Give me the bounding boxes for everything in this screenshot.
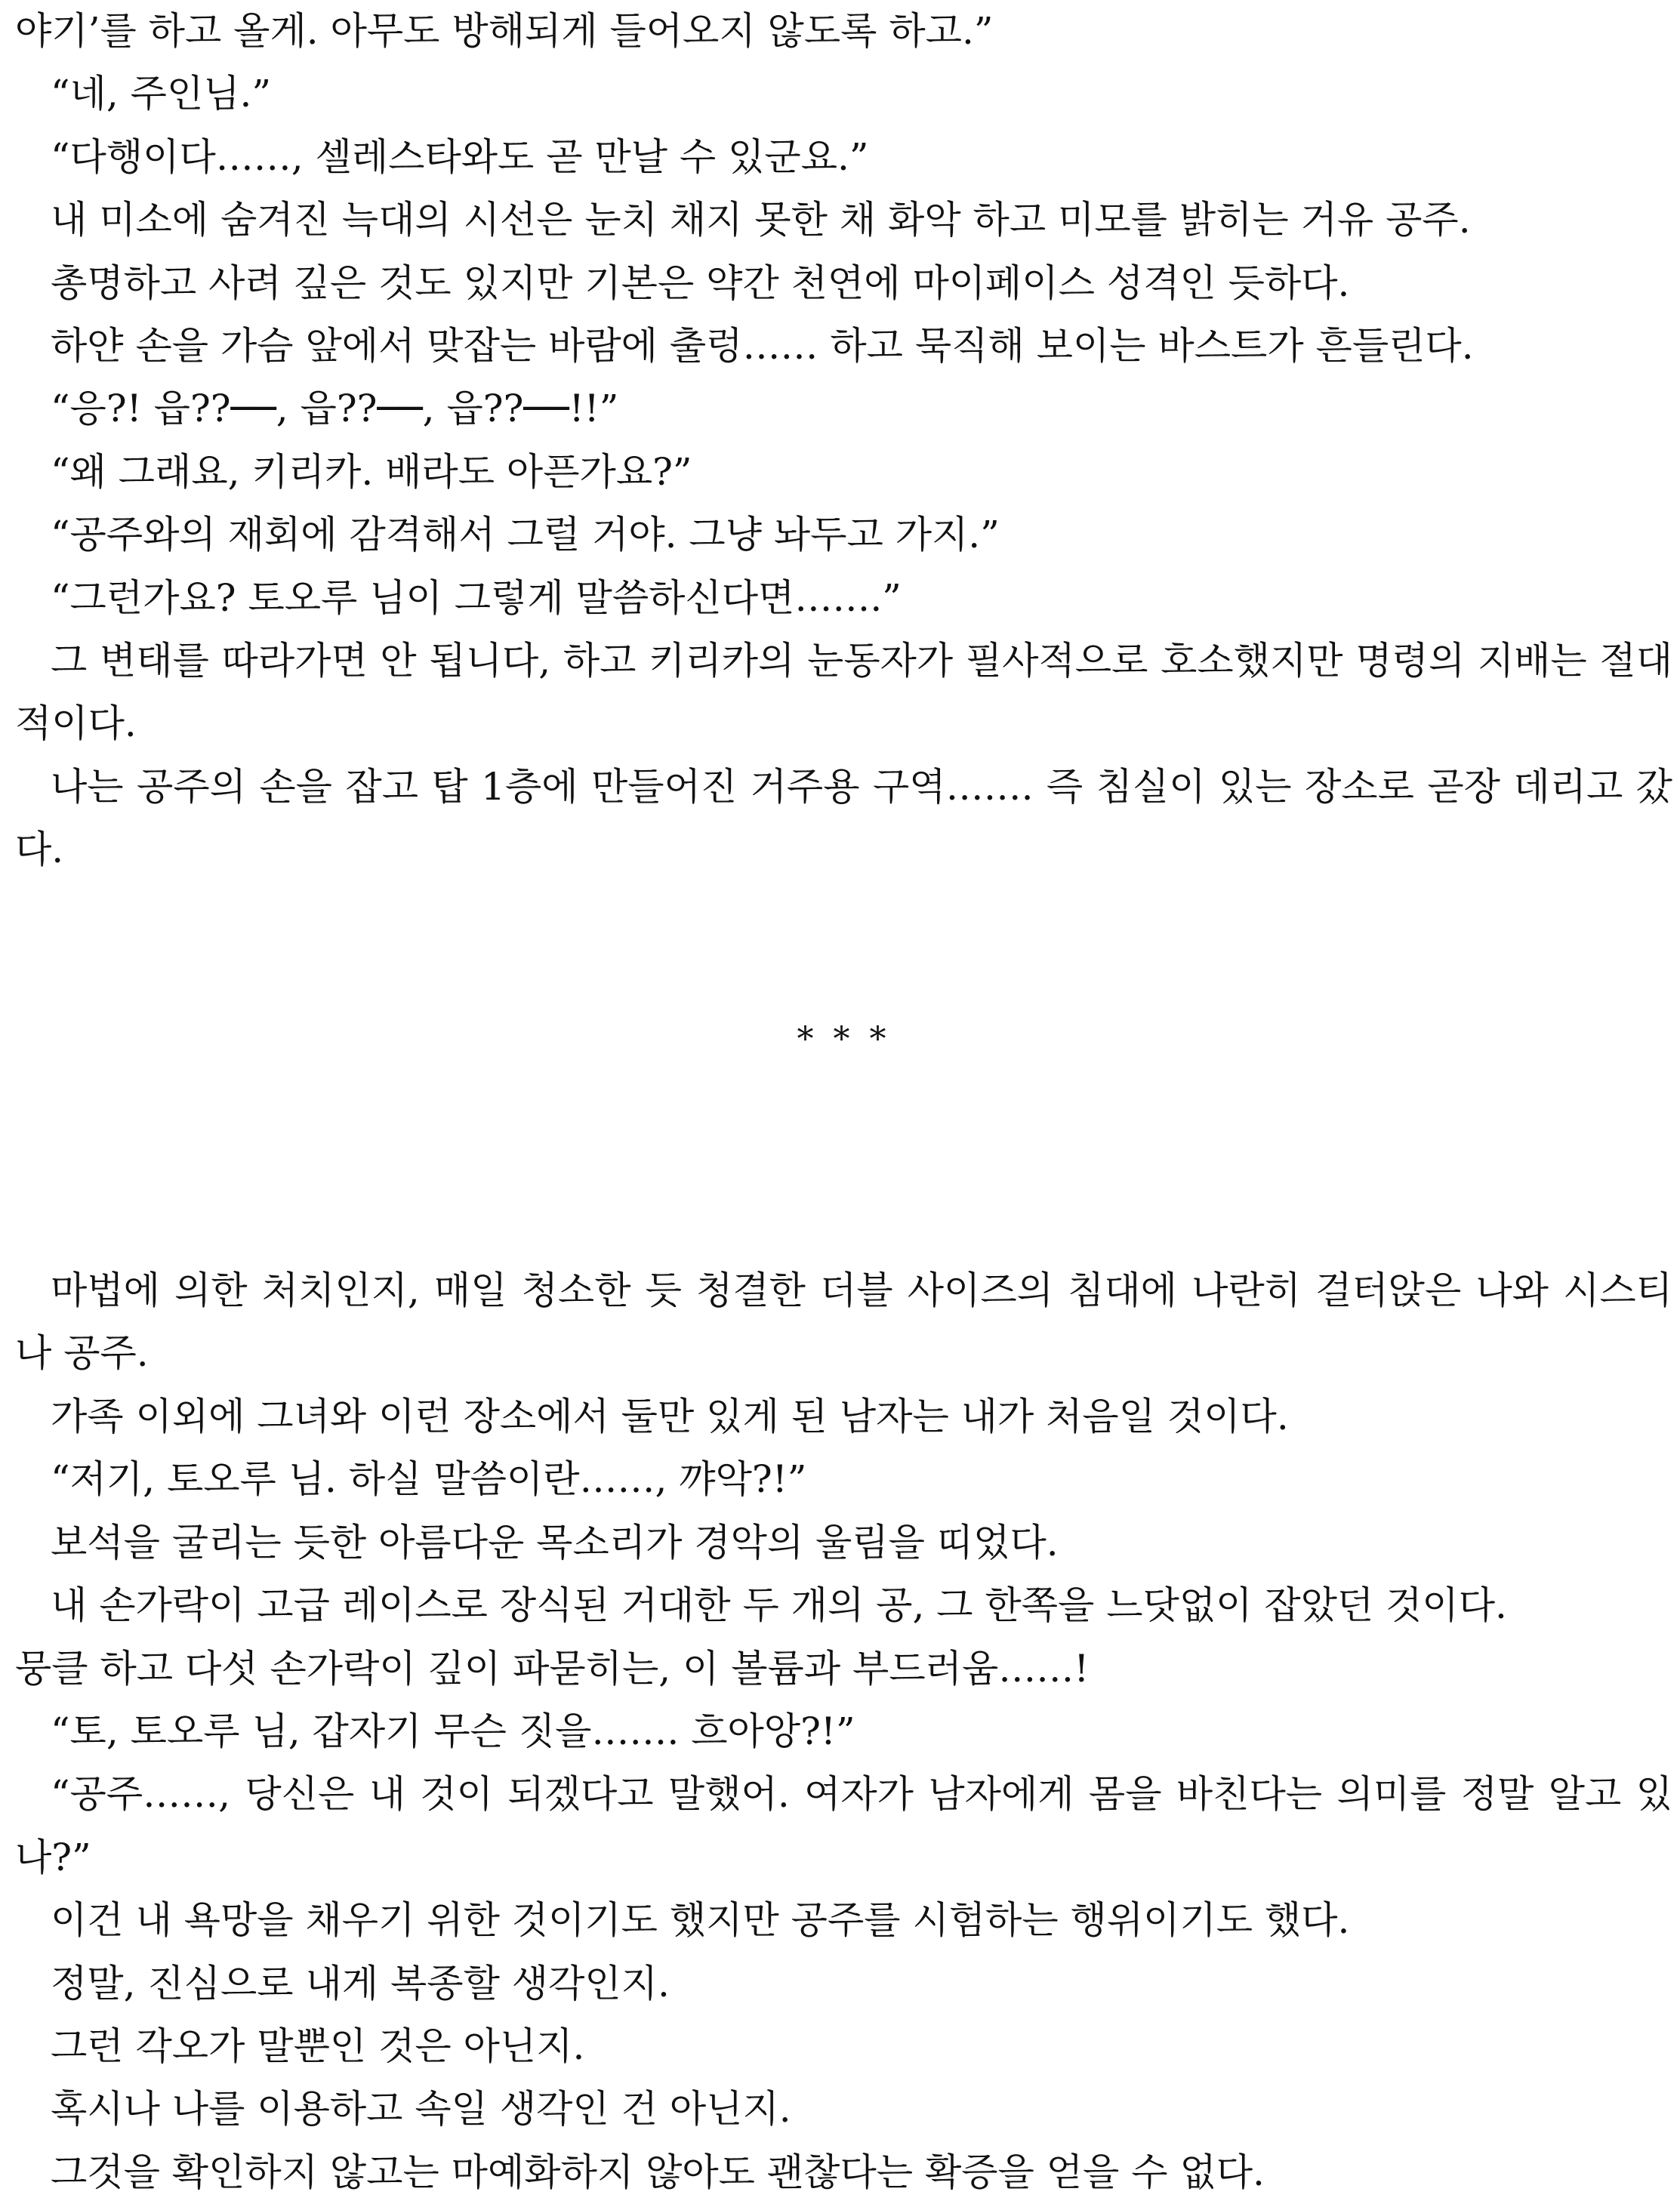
paragraph: 그 변태를 따라가면 안 됩니다, 하고 키리카의 눈동자가 필사적으로 호소했지만 명령의 지배는 절대적이다. [15,639,1672,746]
section-before-break [15,0,1672,882]
paragraph: “왜 그래요, 키리카. 배라도 아픈가요?” [51,449,692,494]
paragraph: 내 미소에 숨겨진 늑대의 시선은 눈치 채지 못한 채 화악 하고 미모를 밝히는 거유 공주. [51,198,1471,242]
paragraph: 총명하고 사려 깊은 것도 있지만 기본은 약간 천연에 마이페이스 성격인 듯하다. [51,260,1350,305]
paragraph: 그런 각오가 말뿐인 것은 아닌지. [51,2024,585,2068]
paragraph: 야기’를 하고 올게. 아무도 방해되게 들어오지 않도록 하고.” [15,9,994,53]
paragraph: 하얀 손을 가슴 앞에서 맞잡는 바람에 출렁…… 하고 묵직해 보이는 바스트가 흔들린다. [51,324,1474,368]
section-after-break [15,1259,1672,2204]
paragraph: “공주와의 재회에 감격해서 그럴 거야. 그냥 놔두고 가지.” [51,513,1000,557]
paragraph: “저기, 토오루 님. 하실 말씀이란……, 꺄악?!” [51,1457,807,1502]
paragraph: 나는 공주의 손을 잡고 탑 1층에 만들어진 거주용 구역……. 즉 침실이 있는 장소로 곧장 데리고 갔다. [15,764,1672,872]
document-page [15,0,1672,2204]
paragraph: “공주……, 당신은 내 것이 되겠다고 말했어. 여자가 남자에게 몸을 바친다는 의미를 정말 알고 있나?” [15,1772,1672,1879]
paragraph: 이건 내 욕망을 채우기 위한 것이기도 했지만 공주를 시험하는 행위이기도 했다. [51,1898,1350,1943]
paragraph: 마법에 의한 처치인지, 매일 청소한 듯 청결한 더블 사이즈의 침대에 나란히 걸터앉은 나와 시스티나 공주. [15,1268,1672,1376]
paragraph: “응?! 읍??──, 읍??──, 읍??──!!” [51,387,619,431]
paragraph: “네, 주인님.” [51,72,272,116]
paragraph: 그것을 확인하지 않고는 마예화하지 않아도 괜찮다는 확증을 얻을 수 없다. [51,2150,1265,2194]
paragraph: “그런가요? 토오루 님이 그렇게 말씀하신다면…….” [51,575,902,620]
paragraph: “토, 토오루 님, 갑자기 무슨 짓을……. 흐아앙?!” [51,1709,855,1753]
paragraph: 혹시나 나를 이용하고 속일 생각인 건 아닌지. [51,2087,791,2132]
paragraph: 보석을 굴리는 듯한 아름다운 목소리가 경악의 울림을 띠었다. [51,1520,1059,1564]
paragraph: 뭉클 하고 다섯 손가락이 깊이 파묻히는, 이 볼륨과 부드러움……! [15,1646,1090,1691]
spacer [15,882,1672,1008]
scene-break: * * * [797,1019,891,1059]
paragraph: 가족 이외에 그녀와 이런 장소에서 둘만 있게 된 남자는 내가 처음일 것이다. [51,1394,1289,1438]
spacer [15,1071,1672,1259]
paragraph: 정말, 진심으로 내게 복종할 생각인지. [51,1961,670,2005]
paragraph: “다행이다……, 셀레스타와도 곧 만날 수 있군요.” [51,134,869,179]
paragraph: 내 손가락이 고급 레이스로 장식된 거대한 두 개의 공, 그 한쪽을 느닷없이 잡았던 것이다. [51,1583,1507,1628]
